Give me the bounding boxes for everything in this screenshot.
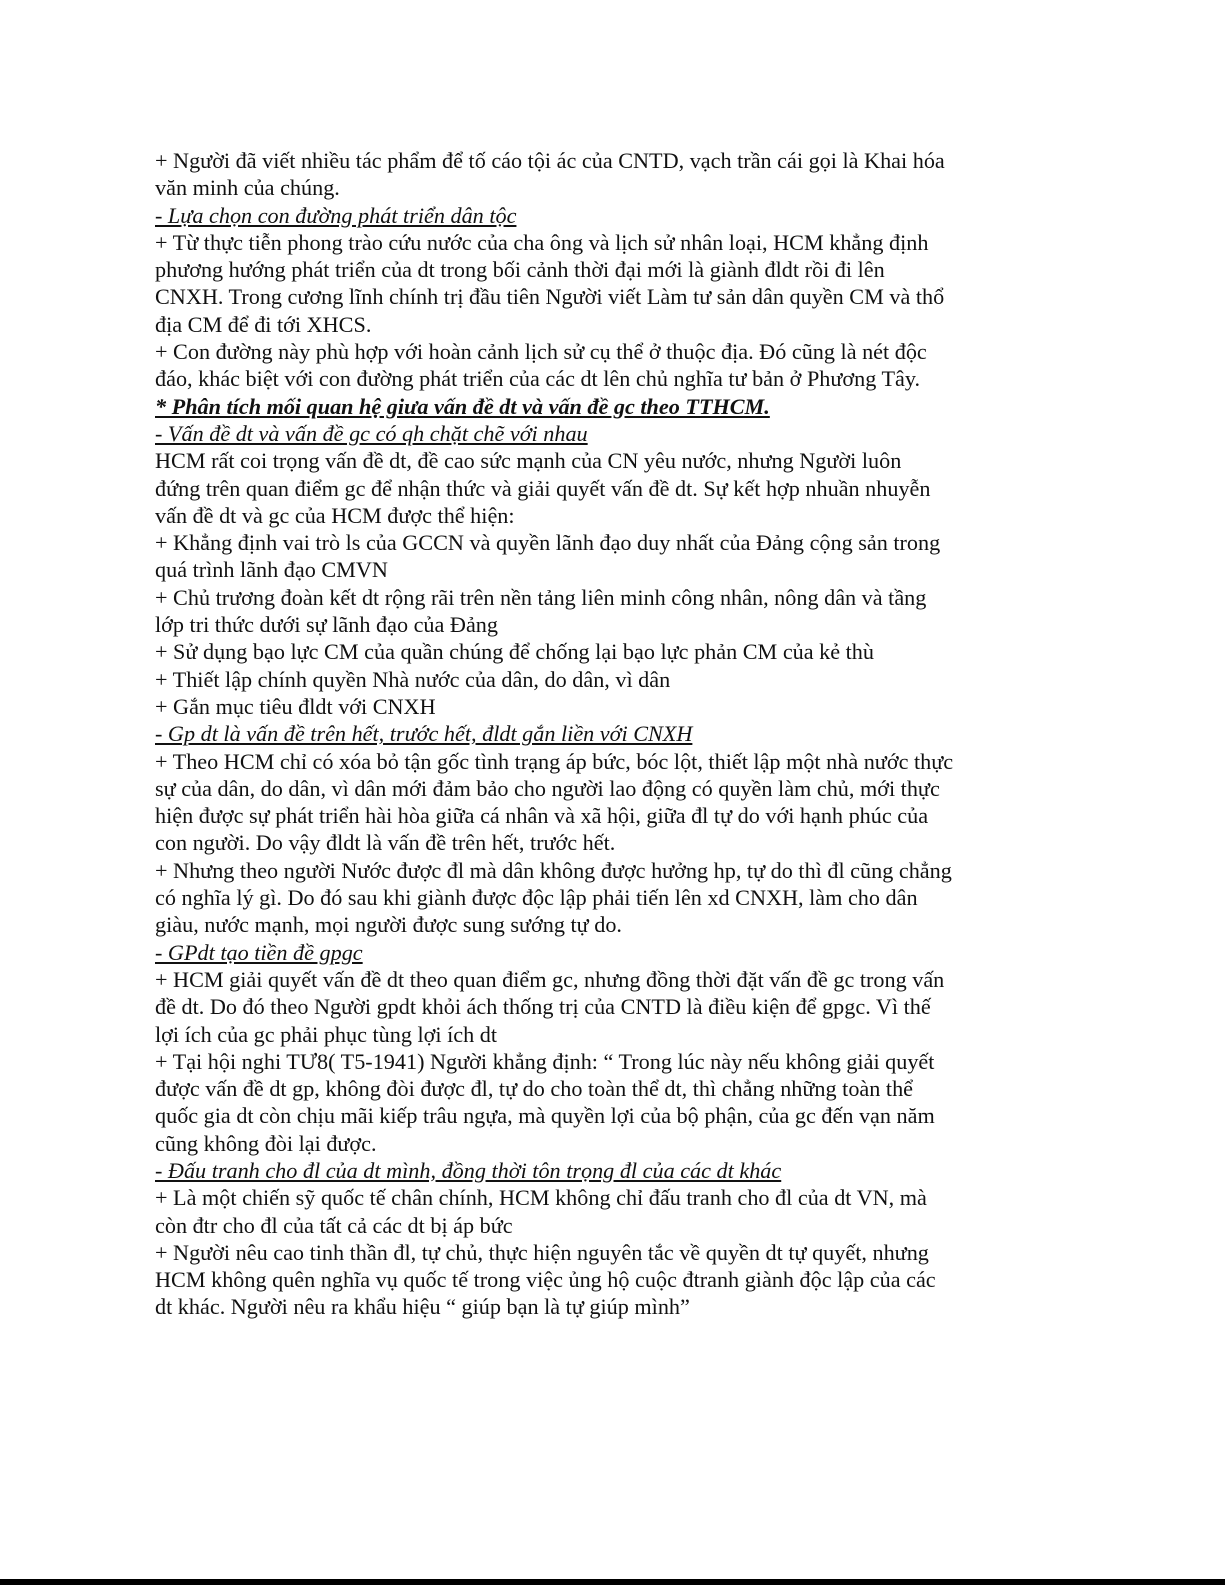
text-line: giàu, nước mạnh, mọi người được sung sướng tự do.: [155, 912, 622, 938]
text-line: vấn đề dt và gc của HCM được thể hiện:: [155, 502, 515, 528]
text-line: hiện được sự phát triển hài hòa giữa cá nhân và xã hội, giữa đl tự do với hạnh phúc của: [155, 803, 929, 829]
text-line: + Từ thực tiễn phong trào cứu nước của cha ông và lịch sử nhân loại, HCM khẳng định: [155, 229, 929, 255]
text-line: + Tại hội nghi TƯ8( T5-1941) Người khẳng định: “ Trong lúc này nếu không giải quyết: [155, 1048, 935, 1074]
text-line: được vấn đề dt gp, không đòi được đl, tự do cho toàn thể dt, thì chẳng những toàn thể: [155, 1076, 914, 1102]
text-line: + Khẳng định vai trò ls của GCCN và quyền lãnh đạo duy nhất của Đảng cộng sản trong: [155, 530, 941, 556]
text-line: + Gắn mục tiêu đldt với CNXH: [155, 693, 436, 719]
bottom-border: [0, 1579, 1225, 1585]
text-line: văn minh của chúng.: [155, 175, 340, 201]
text-line: + Con đường này phù hợp với hoàn cảnh lịch sử cụ thể ở thuộc địa. Đó cũng là nét độc: [155, 339, 927, 365]
text-line: + Sử dụng bạo lực CM của quần chúng để chống lại bạo lực phản CM của kẻ thù: [155, 639, 874, 665]
text-line: + Chủ trương đoàn kết dt rộng rãi trên nền tảng liên minh công nhân, nông dân và tầng: [155, 584, 927, 610]
text-line: + Theo HCM chỉ có xóa bỏ tận gốc tình trạng áp bức, bóc lột, thiết lập một nhà nước thực: [155, 748, 954, 774]
text-line: quốc gia dt còn chịu mãi kiếp trâu ngựa, mà quyền lợi của bộ phận, của gc đến vạn năm: [155, 1103, 935, 1129]
text-line: + Người đã viết nhiều tác phẩm để tố cáo tội ác của CNTD, vạch trần cái gọi là Khai hóa: [155, 148, 945, 173]
text-line: lợi ích của gc phải phục tùng lợi ích dt: [155, 1021, 498, 1047]
text-line: cũng không đòi lại được.: [155, 1130, 377, 1156]
text-line: sự của dân, do dân, vì dân mới đảm bảo cho người lao động có quyền làm chủ, mới thực: [155, 775, 940, 801]
text-line: đề dt. Do đó theo Người gpdt khỏi ách thống trị của CNTD là điều kiện để gpgc. Vì thế: [155, 994, 931, 1020]
text-line: HCM không quên nghĩa vụ quốc tế trong việc ủng hộ cuộc đtranh giành độc lập của các: [155, 1267, 936, 1293]
document-body: [155, 147, 1070, 1321]
text-line: đáo, khác biệt với con đường phát triển của các dt lên chủ nghĩa tư bản ở Phương Tây.: [155, 366, 921, 392]
text-line: dt khác. Người nêu ra khẩu hiệu “ giúp bạn là tự giúp mình”: [155, 1294, 690, 1320]
section-heading: - GPdt tạo tiền đề gpgc: [155, 939, 363, 965]
section-heading: - Vấn đề dt và vấn đề gc có qh chặt chẽ với nhau: [155, 420, 588, 446]
text-line: + Thiết lập chính quyền Nhà nước của dân, do dân, vì dân: [155, 666, 671, 692]
text-line: lớp tri thức dưới sự lãnh đạo của Đảng: [155, 612, 498, 638]
text-line: + Là một chiến sỹ quốc tế chân chính, HCM không chỉ đấu tranh cho đl của dt VN, mà: [155, 1185, 927, 1211]
text-line: + Người nêu cao tinh thần đl, tự chủ, thực hiện nguyên tắc về quyền dt tự quyết, nhưng: [155, 1239, 929, 1265]
text-line: HCM rất coi trọng vấn đề dt, đề cao sức mạnh của CN yêu nước, nhưng Người luôn: [155, 448, 902, 474]
text-line: + HCM giải quyết vấn đề dt theo quan điểm gc, nhưng đồng thời đặt vấn đề gc trong vấn: [155, 966, 945, 992]
text-line: + Nhưng theo người Nước được đl mà dân không được hưởng hp, tự do thì đl cũng chẳng: [155, 857, 952, 883]
main-heading: * Phân tích mối quan hệ giưa vấn đề dt và vấn đề gc theo TTHCM.: [155, 393, 770, 419]
text-line: CNXH. Trong cương lĩnh chính trị đầu tiên Người viết Làm tư sản dân quyền CM và thổ: [155, 284, 945, 310]
text-line: con người. Do vậy đldt là vấn đề trên hết, trước hết.: [155, 830, 616, 856]
section-heading: - Lựa chọn con đường phát triển dân tộc: [155, 202, 517, 228]
text-line: còn đtr cho đl của tất cả các dt bị áp bức: [155, 1212, 513, 1238]
text-line: đứng trên quan điểm gc để nhận thức và giải quyết vấn đề dt. Sự kết hợp nhuần nhuyễn: [155, 475, 931, 501]
text-line: địa CM để đi tới XHCS.: [155, 311, 372, 337]
text-line: phương hướng phát triển của dt trong bối cảnh thời đại mới là giành đldt rồi đi lên: [155, 257, 885, 283]
section-heading: - Đấu tranh cho đl của dt mình, đồng thời tôn trọng đl của các dt khác: [155, 1157, 782, 1183]
text-line: có nghĩa lý gì. Do đó sau khi giành được độc lập phải tiến lên xd CNXH, làm cho dân: [155, 885, 918, 911]
text-line: quá trình lãnh đạo CMVN: [155, 557, 388, 583]
section-heading: - Gp dt là vấn đề trên hết, trước hết, đldt gắn liền với CNXH: [155, 721, 693, 747]
